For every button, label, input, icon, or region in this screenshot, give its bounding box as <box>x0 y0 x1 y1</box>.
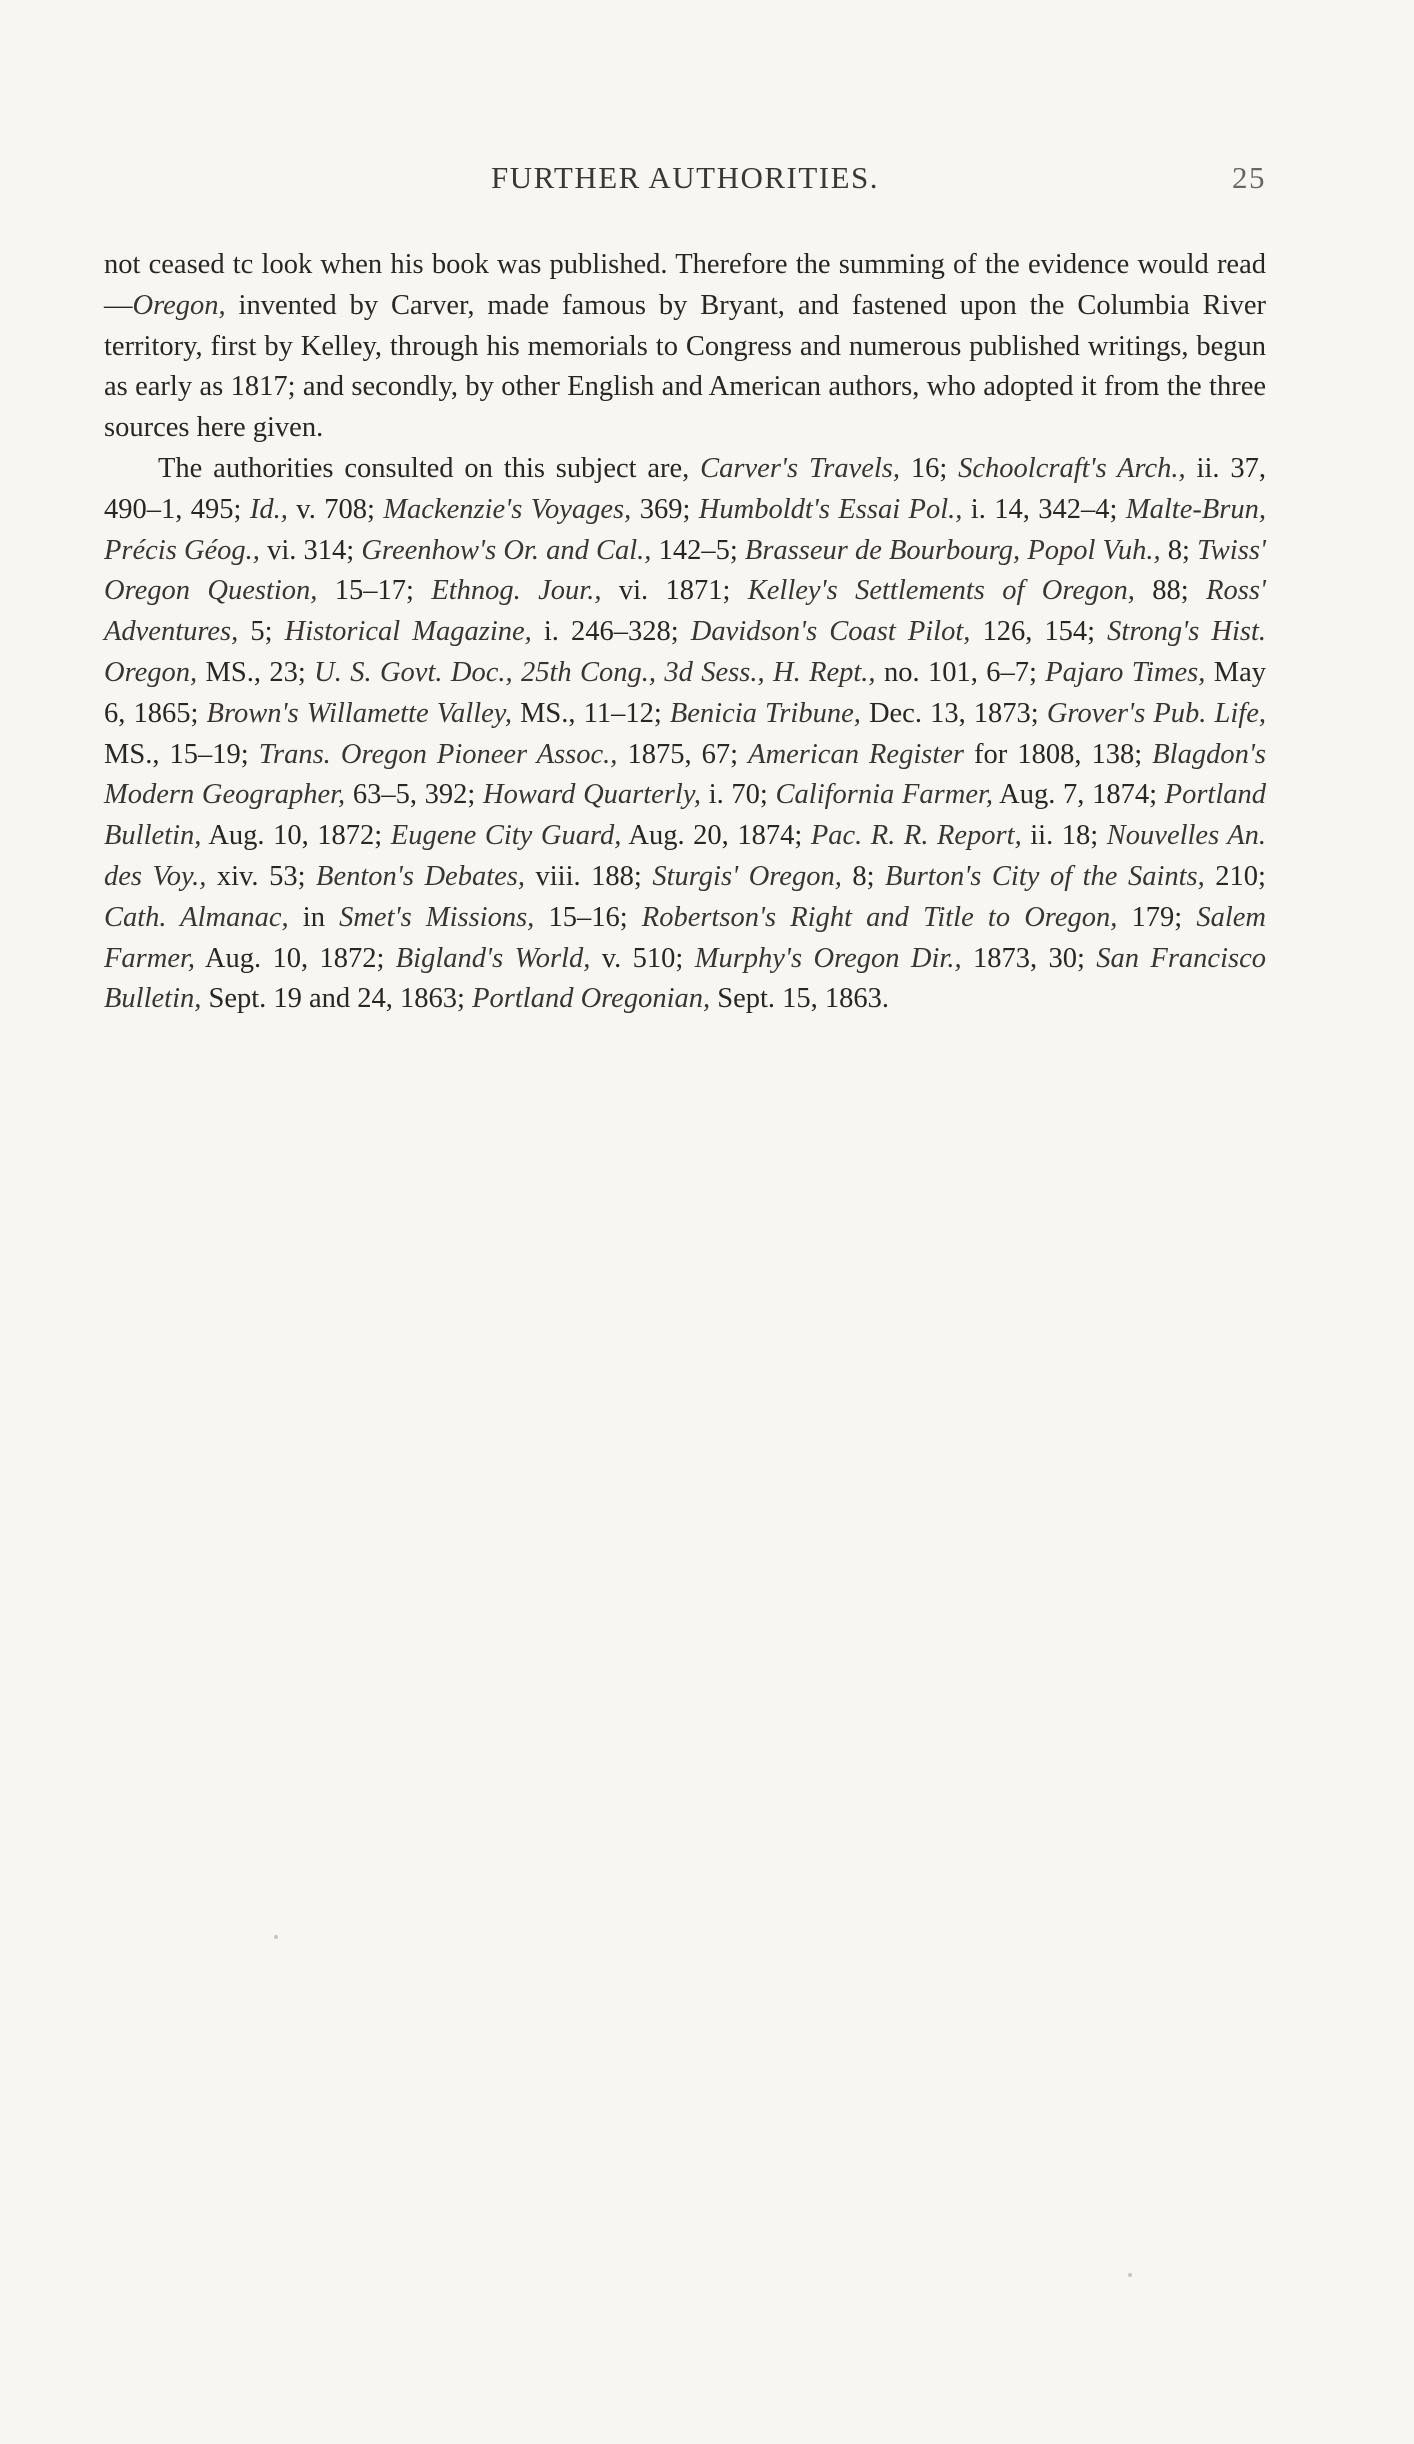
italic-citation: California Farmer, <box>775 779 994 811</box>
text-run: Aug. 20, 1874; <box>621 820 811 852</box>
italic-citation: Sturgis' Oregon, <box>652 860 842 892</box>
italic-citation: Carver's Travels, <box>700 452 901 484</box>
text-run: Aug. 10, 1872; <box>195 942 396 974</box>
italic-citation: U. S. Govt. Doc., 25th Cong., 3d Sess., H. Rept., <box>314 656 876 688</box>
text-run: v. 708; <box>287 493 384 525</box>
page-number: 25 <box>1232 160 1266 195</box>
text-run: no. 101, 6–7; <box>875 656 1046 688</box>
italic-citation: American Register <box>748 738 964 770</box>
text-run: MS., 15–19; <box>104 738 259 770</box>
italic-citation: Nouvelles An. des Voy., <box>104 820 1266 892</box>
text-run: The authorities consulted on this subject are, <box>158 452 701 484</box>
italic-citation: Benton's Debates, <box>316 860 525 892</box>
italic-citation: Portland Bulletin, <box>104 779 1267 852</box>
italic-citation: Davidson's Coast Pilot, <box>690 616 971 648</box>
italic-citation: San Francisco Bulletin, <box>104 942 1266 1015</box>
text-run: 63–5, 392; <box>345 779 484 811</box>
italic-citation: Oregon, <box>132 289 226 321</box>
text-run: for 1808, 138; <box>964 738 1153 770</box>
italic-citation: Schoolcraft's Arch., <box>958 452 1186 484</box>
italic-citation: Strong's Hist. Oregon, <box>104 616 1267 688</box>
text-run: 8; <box>1160 534 1198 566</box>
italic-citation: Mackenzie's Voyages, <box>383 493 632 525</box>
italic-citation: Brown's Willamette Valley, <box>206 697 512 729</box>
italic-citation: Eugene City Guard, <box>390 820 622 852</box>
text-run: 369; <box>631 493 699 525</box>
italic-citation: Robertson's Right and Title to Oregon, <box>641 901 1118 933</box>
text-run: Sept. 19 and 24, 1863; <box>201 983 473 1015</box>
paragraph-authorities <box>104 449 1266 1020</box>
italic-citation: Trans. Oregon Pioneer Assoc., <box>258 738 618 770</box>
text-run: Aug. 10, 1872; <box>201 820 391 852</box>
italic-citation: Brasseur de Bourbourg, Popol Vuh., <box>744 534 1161 566</box>
text-run: ii. 37, 490–1, 495; <box>104 452 1266 525</box>
text-run: v. 510; <box>590 942 695 974</box>
italic-citation: Blagdon's Modern Geographer, <box>104 738 1267 811</box>
italic-citation: Howard Quarterly, <box>483 779 702 811</box>
italic-citation: Pajaro Times, <box>1045 656 1206 688</box>
text-run: 1875, 67; <box>617 738 749 770</box>
text-run: 1873, 30; <box>961 942 1097 974</box>
italic-citation: Smet's Missions, <box>339 901 535 933</box>
paragraph-conclusion <box>104 245 1266 449</box>
text-run: MS., 23; <box>197 656 315 688</box>
text-run: vi. 314; <box>259 534 362 566</box>
text-run: 126, 154; <box>970 616 1108 648</box>
italic-citation: Murphy's Oregon Dir., <box>694 942 962 974</box>
text-run: i. 70; <box>701 779 776 811</box>
text-run: ii. 18; <box>1021 820 1107 852</box>
italic-citation: Pac. R. R. Report, <box>810 820 1022 852</box>
text-run: 15–17; <box>317 575 432 607</box>
text-run: 15–16; <box>534 901 642 933</box>
italic-citation: Ross' Adventures, <box>104 575 1267 648</box>
italic-citation: Cath. Almanac, <box>104 901 289 933</box>
italic-citation: Malte-Brun, Précis Géog., <box>104 493 1266 566</box>
text-run: May 6, 1865; <box>104 656 1266 729</box>
text-run: 5; <box>238 616 285 648</box>
text-run: 88; <box>1134 575 1207 607</box>
text-run: i. 14, 342–4; <box>962 493 1126 525</box>
text-run: 8; <box>841 860 886 892</box>
text-run: viii. 188; <box>524 860 653 892</box>
running-header <box>104 160 1266 204</box>
italic-citation: Ethnog. Jour., <box>431 575 602 607</box>
text-run: 210; <box>1204 860 1266 892</box>
italic-citation: Portland Oregonian, <box>472 983 711 1015</box>
text-run: i. 246–328; <box>531 616 691 648</box>
text-run: Aug. 7, 1874; <box>993 779 1165 811</box>
text-run: in <box>288 901 340 933</box>
text-run: 179; <box>1117 901 1197 933</box>
italic-citation: Burton's City of the Saints, <box>885 860 1205 892</box>
text-run: vi. 1871; <box>601 575 748 607</box>
running-title: FURTHER AUTHORITIES. <box>490 160 880 195</box>
text-run: xiv. 53; <box>206 860 317 892</box>
italic-citation: Id., <box>249 493 288 525</box>
text-run: invented by Carver, made famous by Bryant, and fastened upon the Columbia River territory, first by Kelley, through his memorials to Congress and numerous published writings, begun as early as 1817; and secondly, by other English and American authors, who adopted it from the three sources here given. <box>104 289 1266 444</box>
text-run: Sept. 15, 1863. <box>710 983 890 1015</box>
italic-citation: Greenhow's Or. and Cal., <box>361 534 652 566</box>
text-run: Dec. 13, 1873; <box>860 697 1047 729</box>
italic-citation: Kelley's Settlements of Oregon, <box>747 575 1135 607</box>
italic-citation: Humboldt's Essai Pol., <box>698 493 963 525</box>
text-run: MS., 11–12; <box>511 697 670 729</box>
italic-citation: Bigland's World, <box>395 942 591 974</box>
text-run: 142–5; <box>651 534 745 566</box>
italic-citation: Salem Farmer, <box>104 901 1266 974</box>
italic-citation: Historical Magazine, <box>284 616 532 648</box>
paper-speck <box>1128 2273 1132 2277</box>
italic-citation: Twiss' Oregon Question, <box>104 534 1267 607</box>
paper-speck <box>274 1935 278 1939</box>
text-run: 16; <box>900 452 959 484</box>
text-run: not ceased tc look when his book was published. Therefore the summing of the evidence would read— <box>104 249 1266 321</box>
italic-citation: Grover's Pub. Life, <box>1046 697 1267 729</box>
italic-citation: Benicia Tribune, <box>669 697 861 729</box>
body-text <box>104 245 1266 1020</box>
